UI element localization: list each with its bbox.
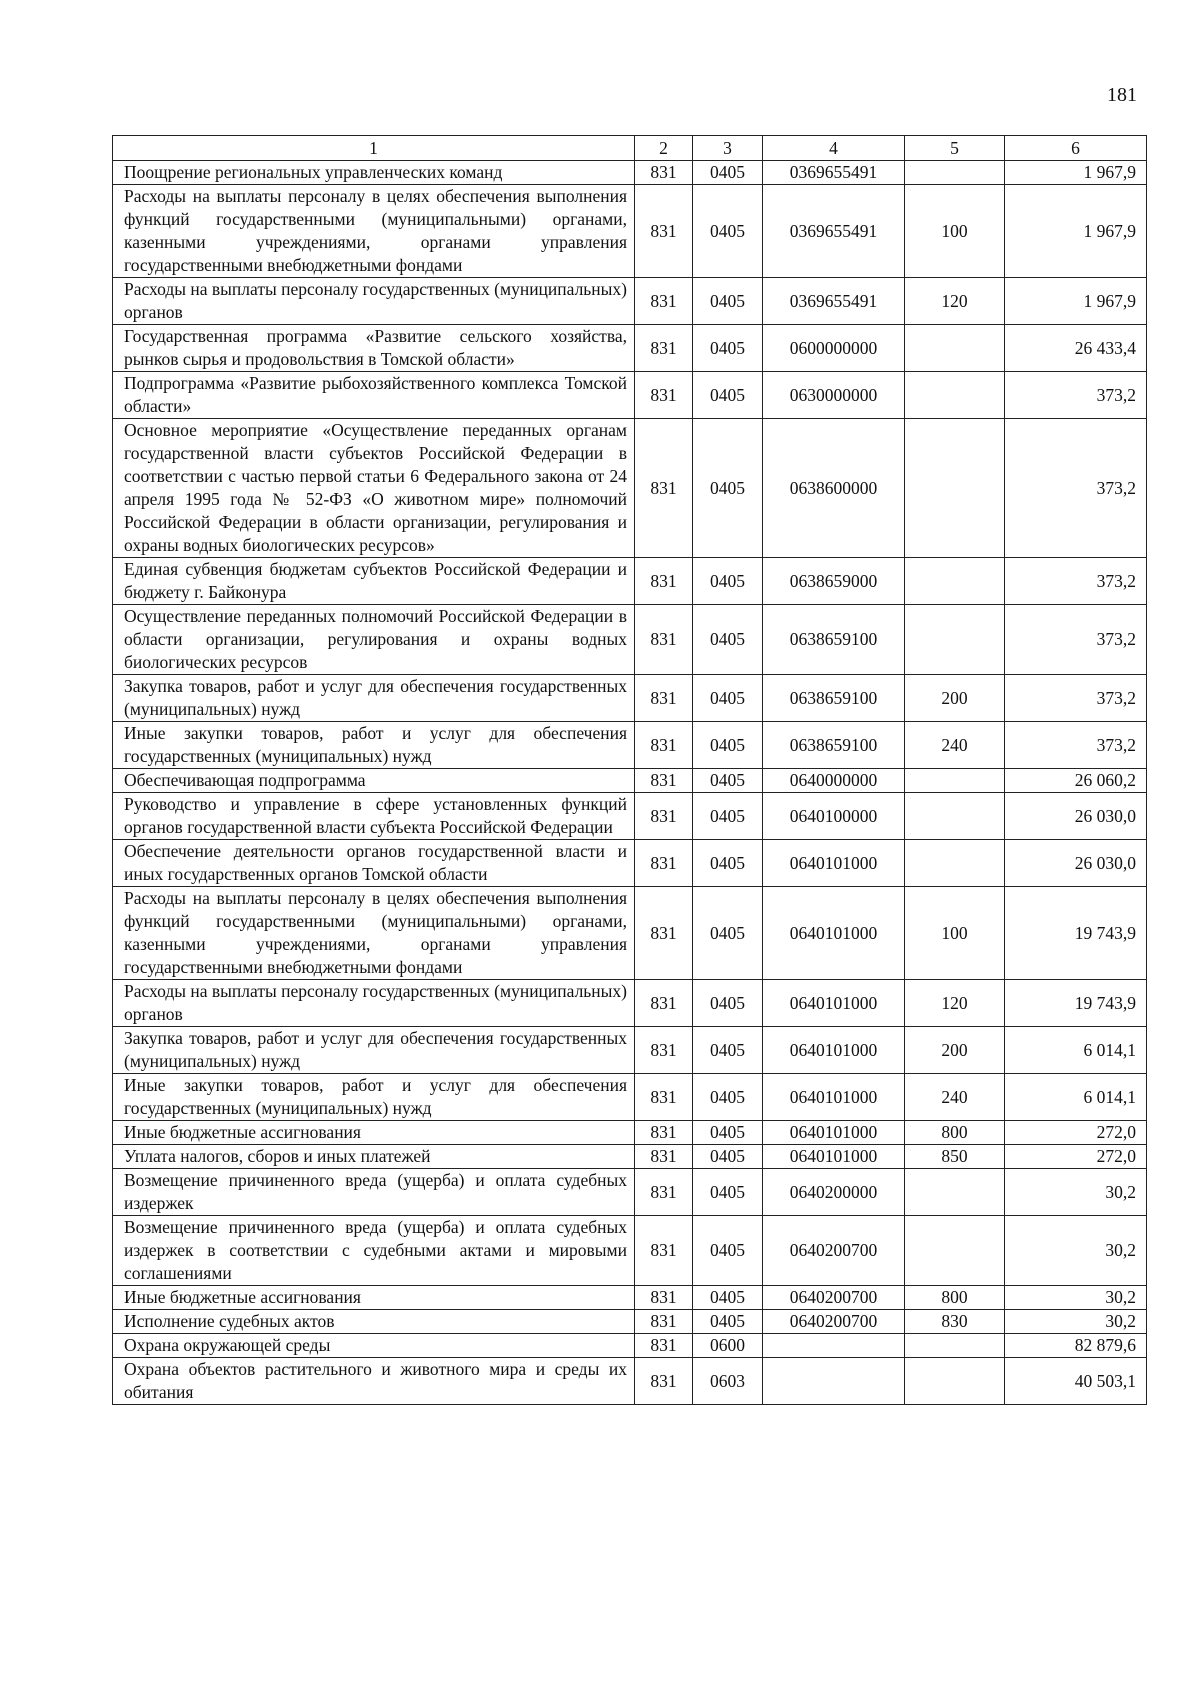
row-col-2-cell: 831 — [635, 1169, 693, 1216]
header-col-5: 5 — [905, 136, 1005, 161]
row-col-5-cell: 120 — [905, 980, 1005, 1027]
row-col-2-cell: 831 — [635, 1074, 693, 1121]
row-col-2-cell: 831 — [635, 887, 693, 980]
row-col-3-cell: 0405 — [693, 1310, 763, 1334]
row-name-cell: Руководство и управление в сфере установленных функций органов государственной власти субъекта Российской Федерации — [113, 793, 635, 840]
row-col-4-cell: 0640101000 — [763, 1121, 905, 1145]
row-col-2-cell: 831 — [635, 372, 693, 419]
table-row — [113, 325, 1147, 372]
row-col-4-cell: 0640101000 — [763, 887, 905, 980]
table-row — [113, 1216, 1147, 1286]
row-amount-cell: 40 503,1 — [1005, 1358, 1147, 1405]
row-col-4-cell: 0638659100 — [763, 722, 905, 769]
row-amount-cell: 6 014,1 — [1005, 1027, 1147, 1074]
row-col-3-cell: 0405 — [693, 1169, 763, 1216]
row-col-5-cell: 200 — [905, 675, 1005, 722]
row-amount-cell: 30,2 — [1005, 1169, 1147, 1216]
row-col-5-cell — [905, 1169, 1005, 1216]
row-amount-cell: 30,2 — [1005, 1310, 1147, 1334]
row-amount-cell: 373,2 — [1005, 605, 1147, 675]
table-header-row — [113, 136, 1147, 161]
row-amount-cell: 19 743,9 — [1005, 887, 1147, 980]
table-row — [113, 1334, 1147, 1358]
row-name-cell: Осуществление переданных полномочий Российской Федерации в области организации, регулирования и охраны водных биологических ресурсов — [113, 605, 635, 675]
header-col-2: 2 — [635, 136, 693, 161]
row-col-3-cell: 0405 — [693, 887, 763, 980]
row-col-3-cell: 0405 — [693, 675, 763, 722]
row-col-5-cell: 200 — [905, 1027, 1005, 1074]
row-col-2-cell: 831 — [635, 675, 693, 722]
table-row — [113, 1358, 1147, 1405]
table-row — [113, 1310, 1147, 1334]
row-col-3-cell: 0405 — [693, 372, 763, 419]
row-col-5-cell — [905, 325, 1005, 372]
row-col-2-cell: 831 — [635, 325, 693, 372]
table-row — [113, 1121, 1147, 1145]
row-col-5-cell — [905, 1358, 1005, 1405]
row-col-4-cell — [763, 1358, 905, 1405]
row-col-5-cell — [905, 605, 1005, 675]
row-name-cell: Обеспечивающая подпрограмма — [113, 769, 635, 793]
row-amount-cell: 373,2 — [1005, 675, 1147, 722]
table-row — [113, 1074, 1147, 1121]
row-name-cell: Иные закупки товаров, работ и услуг для обеспечения государственных (муниципальных) нужд — [113, 1074, 635, 1121]
row-col-5-cell — [905, 793, 1005, 840]
row-amount-cell: 26 030,0 — [1005, 840, 1147, 887]
table-row — [113, 1286, 1147, 1310]
row-col-3-cell: 0405 — [693, 1286, 763, 1310]
row-col-2-cell: 831 — [635, 278, 693, 325]
row-col-2-cell: 831 — [635, 558, 693, 605]
row-amount-cell: 26 060,2 — [1005, 769, 1147, 793]
row-col-4-cell: 0640100000 — [763, 793, 905, 840]
row-name-cell: Подпрограмма «Развитие рыбохозяйственного комплекса Томской области» — [113, 372, 635, 419]
row-col-5-cell: 800 — [905, 1121, 1005, 1145]
row-col-2-cell: 831 — [635, 161, 693, 185]
table-row — [113, 185, 1147, 278]
row-amount-cell: 30,2 — [1005, 1286, 1147, 1310]
row-name-cell: Расходы на выплаты персоналу в целях обеспечения выполнения функций государственными (муниципальными) органами, казенными учреждениями, органами управления государственными внебюджетными фондами — [113, 887, 635, 980]
row-col-3-cell: 0405 — [693, 185, 763, 278]
row-col-2-cell: 831 — [635, 840, 693, 887]
row-col-5-cell: 800 — [905, 1286, 1005, 1310]
row-col-2-cell: 831 — [635, 793, 693, 840]
row-col-4-cell: 0640101000 — [763, 1027, 905, 1074]
row-amount-cell: 82 879,6 — [1005, 1334, 1147, 1358]
row-name-cell: Иные бюджетные ассигнования — [113, 1121, 635, 1145]
row-col-4-cell: 0638659100 — [763, 675, 905, 722]
header-col-6: 6 — [1005, 136, 1147, 161]
row-col-3-cell: 0405 — [693, 161, 763, 185]
row-col-4-cell: 0640200700 — [763, 1310, 905, 1334]
row-col-4-cell: 0640101000 — [763, 840, 905, 887]
row-name-cell: Закупка товаров, работ и услуг для обеспечения государственных (муниципальных) нужд — [113, 1027, 635, 1074]
row-col-3-cell: 0405 — [693, 325, 763, 372]
row-col-2-cell: 831 — [635, 1121, 693, 1145]
table-row — [113, 840, 1147, 887]
row-name-cell: Возмещение причиненного вреда (ущерба) и оплата судебных издержек в соответствии с судебными актами и мировыми соглашениями — [113, 1216, 635, 1286]
row-amount-cell: 26 030,0 — [1005, 793, 1147, 840]
row-col-5-cell — [905, 372, 1005, 419]
row-col-4-cell: 0640000000 — [763, 769, 905, 793]
table-row — [113, 1169, 1147, 1216]
header-col-4: 4 — [763, 136, 905, 161]
row-col-5-cell: 240 — [905, 1074, 1005, 1121]
row-name-cell: Расходы на выплаты персоналу в целях обеспечения выполнения функций государственными (муниципальными) органами, казенными учреждениями, органами управления государственными внебюджетными фондами — [113, 185, 635, 278]
row-name-cell: Закупка товаров, работ и услуг для обеспечения государственных (муниципальных) нужд — [113, 675, 635, 722]
row-amount-cell: 19 743,9 — [1005, 980, 1147, 1027]
row-col-3-cell: 0405 — [693, 1027, 763, 1074]
row-col-4-cell: 0638600000 — [763, 419, 905, 558]
row-col-5-cell: 830 — [905, 1310, 1005, 1334]
row-amount-cell: 272,0 — [1005, 1145, 1147, 1169]
row-col-2-cell: 831 — [635, 419, 693, 558]
row-col-3-cell: 0405 — [693, 722, 763, 769]
row-col-4-cell: 0600000000 — [763, 325, 905, 372]
row-amount-cell: 373,2 — [1005, 558, 1147, 605]
row-col-3-cell: 0405 — [693, 558, 763, 605]
row-col-5-cell — [905, 1334, 1005, 1358]
row-col-3-cell: 0405 — [693, 793, 763, 840]
row-col-5-cell: 120 — [905, 278, 1005, 325]
row-amount-cell: 26 433,4 — [1005, 325, 1147, 372]
row-amount-cell: 373,2 — [1005, 722, 1147, 769]
row-col-4-cell: 0640101000 — [763, 1074, 905, 1121]
table-row — [113, 722, 1147, 769]
table-row — [113, 558, 1147, 605]
row-col-2-cell: 831 — [635, 185, 693, 278]
row-amount-cell: 30,2 — [1005, 1216, 1147, 1286]
row-col-3-cell: 0405 — [693, 840, 763, 887]
row-amount-cell: 1 967,9 — [1005, 161, 1147, 185]
row-col-4-cell: 0638659100 — [763, 605, 905, 675]
row-col-2-cell: 831 — [635, 980, 693, 1027]
row-amount-cell: 373,2 — [1005, 372, 1147, 419]
row-col-5-cell: 100 — [905, 887, 1005, 980]
row-name-cell: Единая субвенция бюджетам субъектов Российской Федерации и бюджету г. Байконура — [113, 558, 635, 605]
row-name-cell: Исполнение судебных актов — [113, 1310, 635, 1334]
table-row — [113, 1145, 1147, 1169]
row-col-4-cell: 0369655491 — [763, 278, 905, 325]
row-col-2-cell: 831 — [635, 1358, 693, 1405]
row-col-2-cell: 831 — [635, 1216, 693, 1286]
row-col-3-cell: 0405 — [693, 1145, 763, 1169]
row-name-cell: Охрана окружающей среды — [113, 1334, 635, 1358]
row-col-2-cell: 831 — [635, 1286, 693, 1310]
row-col-5-cell — [905, 558, 1005, 605]
row-name-cell: Расходы на выплаты персоналу государственных (муниципальных) органов — [113, 278, 635, 325]
row-col-4-cell: 0369655491 — [763, 161, 905, 185]
row-col-5-cell: 100 — [905, 185, 1005, 278]
row-amount-cell: 1 967,9 — [1005, 185, 1147, 278]
row-col-2-cell: 831 — [635, 769, 693, 793]
row-col-3-cell: 0405 — [693, 1216, 763, 1286]
row-col-4-cell: 0640101000 — [763, 1145, 905, 1169]
row-col-3-cell: 0600 — [693, 1334, 763, 1358]
row-col-5-cell — [905, 840, 1005, 887]
row-col-3-cell: 0405 — [693, 980, 763, 1027]
row-col-5-cell: 850 — [905, 1145, 1005, 1169]
row-col-3-cell: 0405 — [693, 278, 763, 325]
table-body — [113, 161, 1147, 1405]
row-col-5-cell — [905, 419, 1005, 558]
row-col-2-cell: 831 — [635, 605, 693, 675]
table-row — [113, 278, 1147, 325]
row-col-2-cell: 831 — [635, 722, 693, 769]
header-col-1: 1 — [113, 136, 635, 161]
header-col-3: 3 — [693, 136, 763, 161]
row-col-3-cell: 0405 — [693, 1121, 763, 1145]
row-col-5-cell — [905, 1216, 1005, 1286]
row-col-4-cell: 0640101000 — [763, 980, 905, 1027]
row-name-cell: Уплата налогов, сборов и иных платежей — [113, 1145, 635, 1169]
budget-table — [112, 135, 1147, 1405]
page-number: 181 — [1107, 84, 1137, 106]
row-col-5-cell — [905, 769, 1005, 793]
table-row — [113, 372, 1147, 419]
row-col-3-cell: 0405 — [693, 769, 763, 793]
row-col-5-cell — [905, 161, 1005, 185]
row-col-3-cell: 0603 — [693, 1358, 763, 1405]
table-row — [113, 793, 1147, 840]
row-name-cell: Расходы на выплаты персоналу государственных (муниципальных) органов — [113, 980, 635, 1027]
row-col-3-cell: 0405 — [693, 419, 763, 558]
row-col-4-cell: 0369655491 — [763, 185, 905, 278]
table-row — [113, 605, 1147, 675]
budget-table-container — [112, 135, 1146, 1405]
row-amount-cell: 1 967,9 — [1005, 278, 1147, 325]
row-col-4-cell: 0640200700 — [763, 1286, 905, 1310]
row-name-cell: Государственная программа «Развитие сельского хозяйства, рынков сырья и продовольствия в Томской области» — [113, 325, 635, 372]
row-amount-cell: 6 014,1 — [1005, 1074, 1147, 1121]
table-row — [113, 161, 1147, 185]
row-col-2-cell: 831 — [635, 1334, 693, 1358]
row-col-2-cell: 831 — [635, 1310, 693, 1334]
row-name-cell: Иные бюджетные ассигнования — [113, 1286, 635, 1310]
table-row — [113, 887, 1147, 980]
row-col-4-cell: 0640200700 — [763, 1216, 905, 1286]
row-name-cell: Охрана объектов растительного и животного мира и среды их обитания — [113, 1358, 635, 1405]
row-amount-cell: 272,0 — [1005, 1121, 1147, 1145]
row-col-2-cell: 831 — [635, 1027, 693, 1074]
row-name-cell: Возмещение причиненного вреда (ущерба) и оплата судебных издержек — [113, 1169, 635, 1216]
table-row — [113, 419, 1147, 558]
row-col-3-cell: 0405 — [693, 605, 763, 675]
row-col-5-cell: 240 — [905, 722, 1005, 769]
row-col-4-cell: 0640200000 — [763, 1169, 905, 1216]
row-col-3-cell: 0405 — [693, 1074, 763, 1121]
row-name-cell: Иные закупки товаров, работ и услуг для обеспечения государственных (муниципальных) нужд — [113, 722, 635, 769]
row-col-4-cell: 0630000000 — [763, 372, 905, 419]
row-col-4-cell: 0638659000 — [763, 558, 905, 605]
row-name-cell: Поощрение региональных управленческих команд — [113, 161, 635, 185]
table-row — [113, 980, 1147, 1027]
row-col-4-cell — [763, 1334, 905, 1358]
row-col-2-cell: 831 — [635, 1145, 693, 1169]
row-name-cell: Основное мероприятие «Осуществление переданных органам государственной власти субъектов Российской Федерации в соответствии с частью первой статьи 6 Федерального закона от 24 апреля 1995 года № 52-ФЗ «О животном мире» полномочий Российской Федерации в области организации, регулирования и охраны водных биологических ресурсов» — [113, 419, 635, 558]
table-row — [113, 769, 1147, 793]
row-name-cell: Обеспечение деятельности органов государственной власти и иных государственных органов Томской области — [113, 840, 635, 887]
table-row — [113, 1027, 1147, 1074]
row-amount-cell: 373,2 — [1005, 419, 1147, 558]
table-row — [113, 675, 1147, 722]
